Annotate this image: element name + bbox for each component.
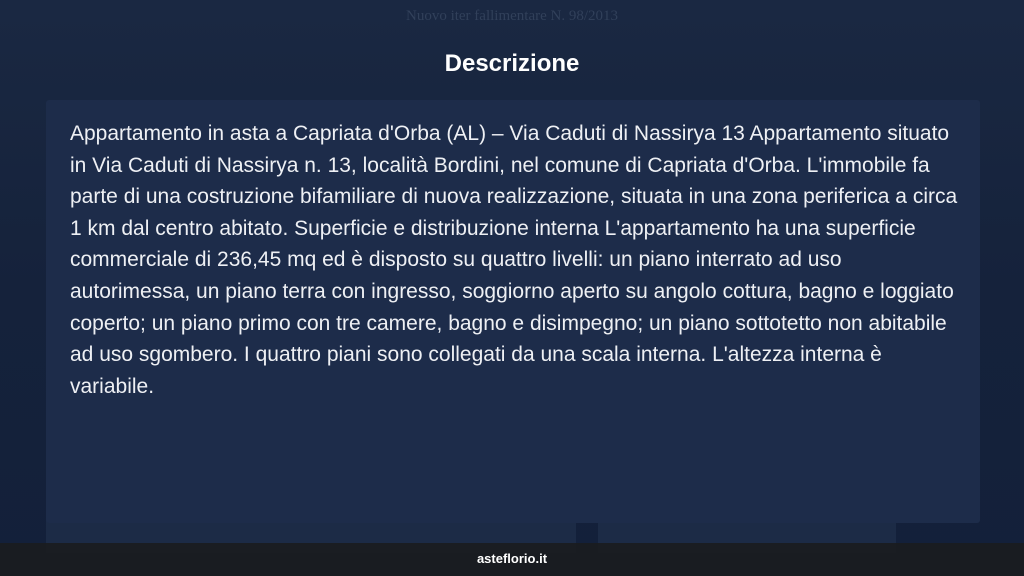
overlay-title: Descrizione: [444, 50, 580, 77]
footer-brand[interactable]: asteflorio.it: [476, 551, 548, 566]
description-text: Appartamento in asta a Capriata d'Orba (AL) – Via Caduti di Nassirya 13 Appartamento situato in Via Caduti di Nassirya n. 13, località Bordini, nel comune di Capriata d'Orba. L'immobile fa parte di una costruzione bifamiliare di nuova realizzazione, situata in una zona periferica a circa 1 km dal centro abitato. Superficie e distribuzione interna L'appartamento ha una superficie commerciale di 236,45 mq ed è disposto su quattro livelli: un piano interrato ad uso autorimessa, un piano terra con ingresso, soggiorno aperto su angolo cottura, bagno e loggiato coperto; un piano primo con tre camere, bagno e disimpegno; un piano sottotetto non abitabile ad uso sgombero. I quattro piani sono collegati da una scala interna. L'altezza interna è variabile.: [70, 122, 958, 398]
background-caption: Nuovo iter fallimentare N. 98/2013: [405, 8, 619, 24]
